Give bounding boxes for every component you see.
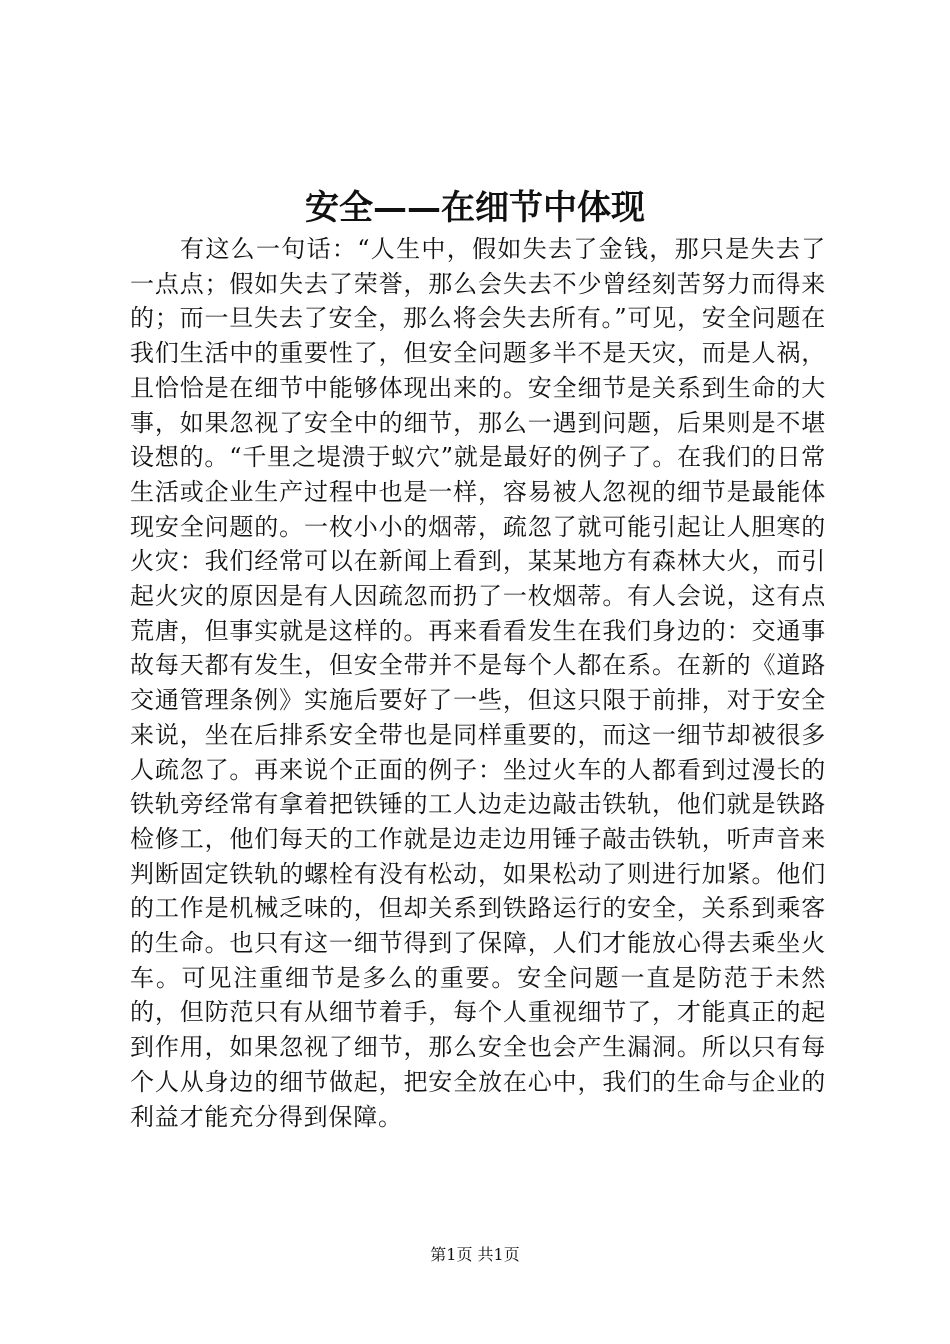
body-paragraph: 有这么一句话：“人生中，假如失去了金钱，那只是失去了一点点；假如失去了荣誉，那么会失去不少曾经刻苦努力而得来的；而一旦失去了安全，那么将会失去所有。”可见，安全问题在我们生活中的重要性了，但安全问题多半不是天灾，而是人祸，且恰恰是在细节中能够体现出来的。安全细节是关系到生命的大事，如果忽视了安全中的细节，那么一遇到问题，后果则是不堪设想的。“千里之堤溃于蚁穴”就是最好的例子了。在我们的日常生活或企业生产过程中也是一样，容易被人忽视的细节是最能体现安全问题的。一枚小小的烟蒂，疏忽了就可能引起让人胆寒的火灾：我们经常可以在新闻上看到，某某地方有森林大火，而引起火灾的原因是有人因疏忽而扔了一枚烟蒂。有人会说，这有点荒唐，但事实就是这样的。再来看看发生在我们身边的：交通事故每天都有发生，但安全带并不是每个人都在系。在新的《道路交通管理条例》实施后要好了一些，但这只限于前排，对于安全来说，坐在后排系安全带也是同样重要的，而这一细节却被很多人疏忽了。再来说个正面的例子：坐过火车的人都看到过漫长的铁轨旁经常有拿着把铁锤的工人边走边敲击铁轨，他们就是铁路检修工，他们每天的工作就是边走边用锤子敲击铁轨，听声音来判断固定铁轨的螺栓有没有松动，如果松动了则进行加紧。他们的工作是机械乏味的，但却关系到铁路运行的安全，关系到乘客的生命。也只有这一细节得到了保障，人们才能放心得去乘坐火车。可见注重细节是多么的重要。安全问题一直是防范于未然的，但防范只有从细节着手，每个人重视细节了，才能真正的起到作用，如果忽视了细节，那么安全也会产生漏洞。所以只有每个人从身边的细节做起，把安全放在心中，我们的生命与企业的利益才能充分得到保障。 [130,235,826,1131]
document-title: 安全——在细节中体现 [305,188,645,228]
page-footer: 第1页 共1页 [430,1245,520,1264]
